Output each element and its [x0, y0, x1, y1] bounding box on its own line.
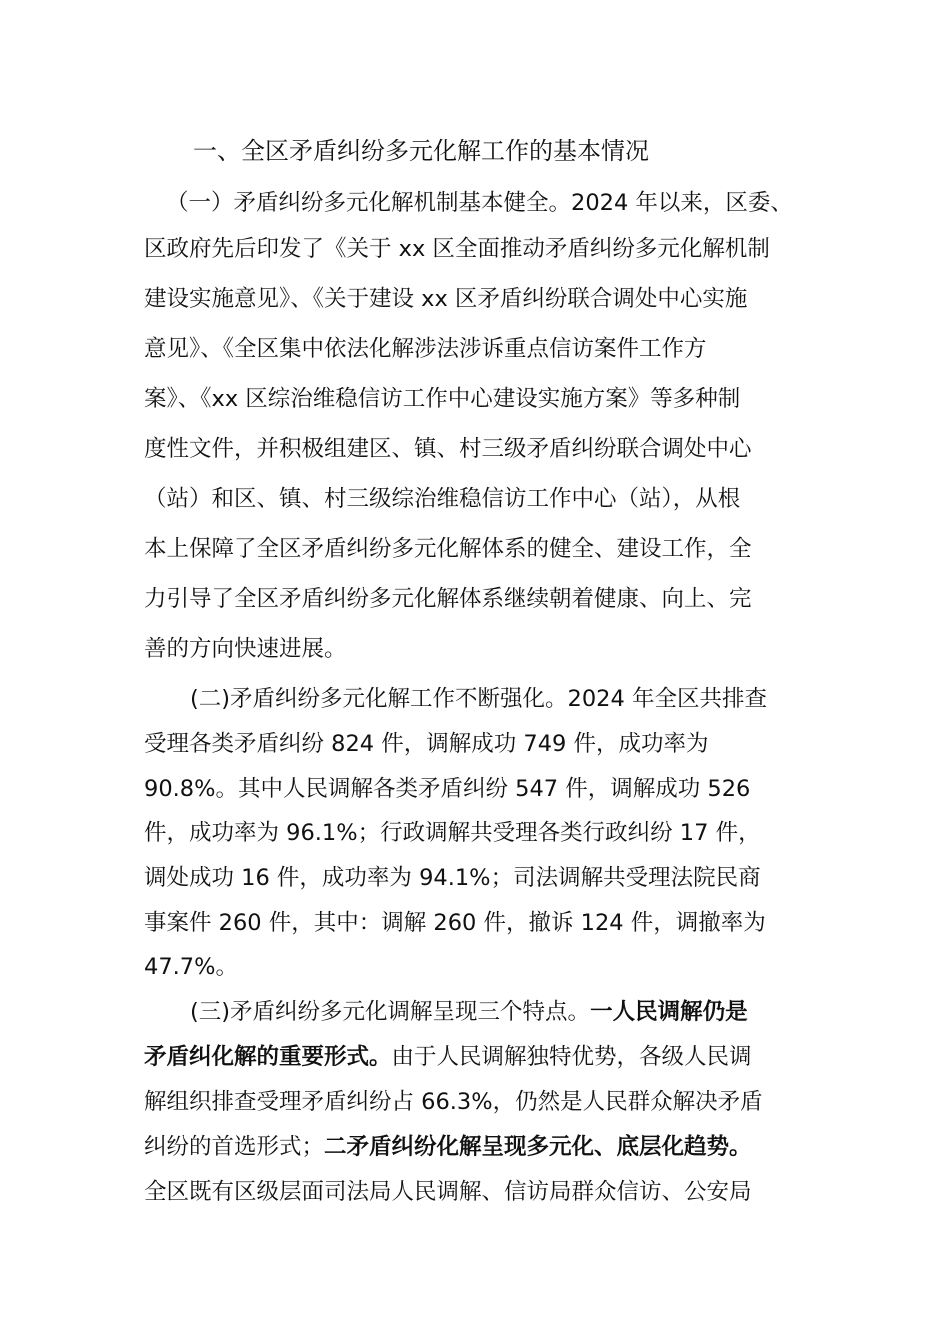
paragraph-3-text: 由于人民调解独特优势，各级人民调 [391, 1044, 752, 1070]
paragraph-3-line [144, 1037, 752, 1077]
paragraph-1-line: 力引导了全区矛盾纠纷多元化解体系继续朝着健康、向上、完 [144, 586, 752, 612]
paragraph-3-line [190, 992, 748, 1032]
paragraph-3-emphasis: 矛盾纠化解的重要形式。 [144, 1044, 392, 1070]
paragraph-3-line: 全区既有区级层面司法局人民调解、信访局群众信访、公安局 [144, 1179, 752, 1205]
paragraph-1-line: 建设实施意见》、《关于建设 xx 区矛盾纠纷联合调处中心实施 [144, 286, 748, 312]
paragraph-1-line: 度性文件，并积极组建区、镇、村三级矛盾纠纷联合调处中心 [144, 436, 752, 462]
paragraph-1-line: 善的方向快速进展。 [144, 636, 347, 662]
paragraph-3-emphasis: 二矛盾纠纷化解呈现多元化、底层化趋势。 [324, 1134, 752, 1160]
paragraph-1-line: 本上保障了全区矛盾纠纷多元化解体系的健全、建设工作，全 [144, 536, 752, 562]
paragraph-2-line: (二)矛盾纠纷多元化解工作不断强化。2024 年全区共排查 [190, 686, 767, 712]
paragraph-2-line: 受理各类矛盾纠纷 824 件，调解成功 749 件，成功率为 [144, 731, 709, 757]
paragraph-1-line: 区政府先后印发了《关于 xx 区全面推动矛盾纠纷多元化解机制 [144, 236, 770, 262]
paragraph-3-line: 解组织排查受理矛盾纠纷占 66.3%，仍然是人民群众解决矛盾 [144, 1089, 763, 1115]
paragraph-1-line: （站）和区、镇、村三级综治维稳信访工作中心（站），从根 [144, 486, 741, 512]
paragraph-2-line: 件，成功率为 96.1%；行政调解共受理各类行政纠纷 17 件， [144, 820, 761, 846]
paragraph-3-text: 纠纷的首选形式； [144, 1134, 325, 1160]
paragraph-2-line: 47.7%。 [144, 954, 238, 980]
paragraph-2-line: 90.8%。其中人民调解各类矛盾纠纷 547 件，调解成功 526 [144, 776, 751, 802]
paragraph-1-line: （一）矛盾纠纷多元化解机制基本健全。2024 年以来，区委、 [166, 190, 793, 216]
paragraph-3-line [144, 1127, 752, 1167]
paragraph-2-line: 事案件 260 件，其中：调解 260 件，撤诉 124 件，调撤率为 [144, 910, 766, 936]
paragraph-2-line: 调处成功 16 件，成功率为 94.1%；司法调解共受理法院民商 [144, 865, 761, 891]
paragraph-1-line: 案》、《xx 区综治维稳信访工作中心建设实施方案》等多种制 [144, 386, 741, 412]
paragraph-3-emphasis: 一人民调解仍是 [590, 999, 748, 1025]
paragraph-1-line: 意见》、《全区集中依法化解涉法涉诉重点信访案件工作方 [144, 336, 707, 362]
paragraph-3-text: (三)矛盾纠纷多元化调解呈现三个特点。 [190, 999, 591, 1025]
section-heading: 一、全区矛盾纠纷多元化解工作的基本情况 [193, 137, 649, 165]
